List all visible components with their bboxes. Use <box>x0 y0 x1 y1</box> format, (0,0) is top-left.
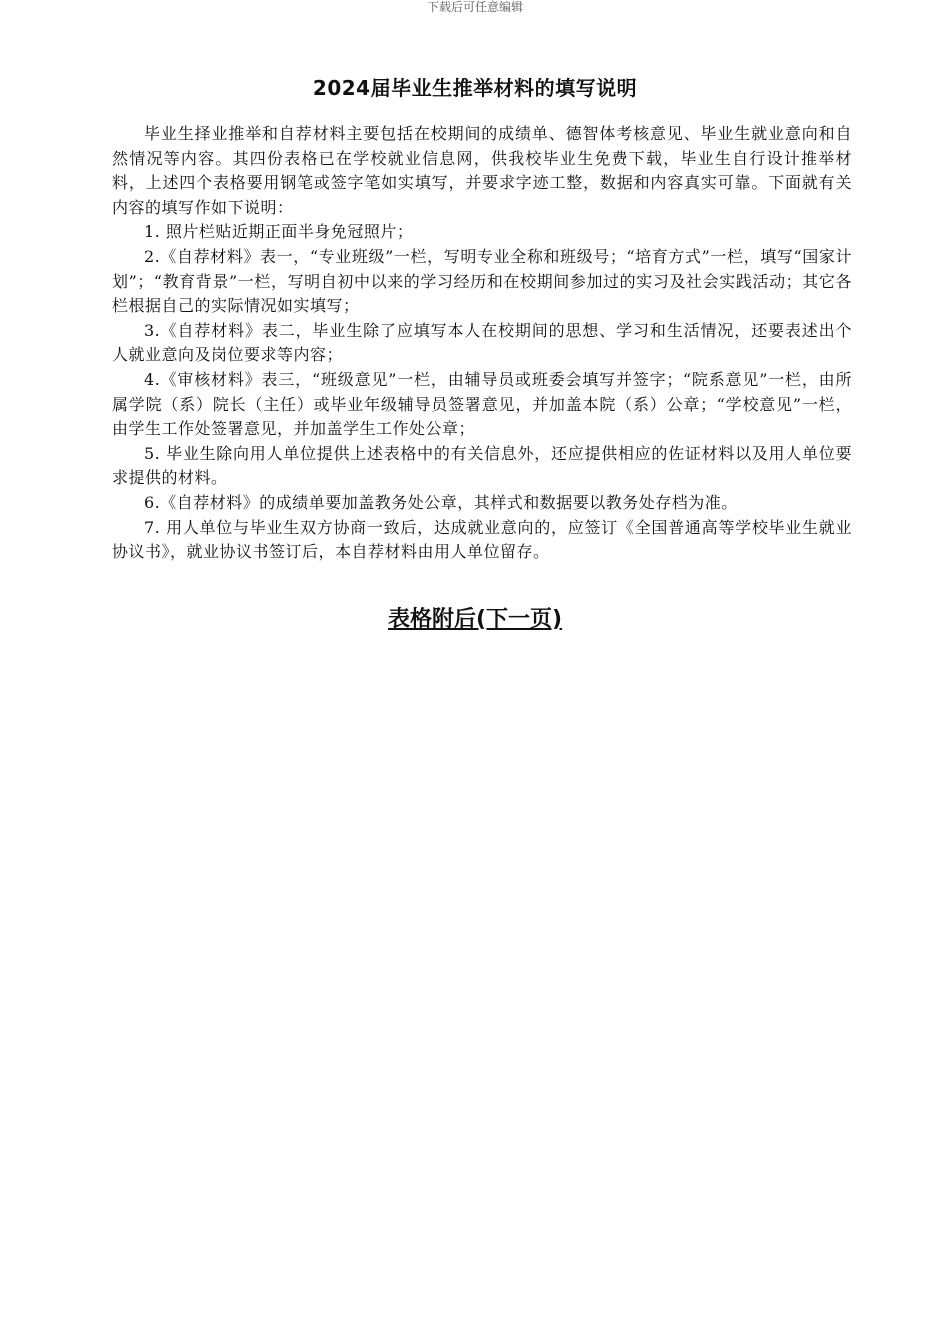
page-header-note: 下载后可任意编辑 <box>426 0 523 14</box>
instruction-item-5: 5. 毕业生除向用人单位提供上述表格中的有关信息外，还应提供相应的佐证材料以及用人单位要求提供的材料。 <box>112 443 852 488</box>
instruction-item-6: 6.《自荐材料》的成绩单要加盖教务处公章，其样式和数据要以教务处存档为准。 <box>144 492 738 512</box>
instruction-item-2: 2.《自荐材料》表一，“专业班级”一栏，写明专业全称和班级号；“培育方式”一栏，填写“国家计划”；“教育背景”一栏，写明自初中以来的学习经历和在校期间参加过的实习及社会实践活动；其它各栏根据自己的实际情况如实填写； <box>112 246 852 316</box>
document-body <box>112 122 852 565</box>
document-title: 2024届毕业生推举材料的填写说明 <box>312 76 638 100</box>
tables-follow-note: 表格附后(下一页) <box>387 607 563 632</box>
instruction-item-3: 3.《自荐材料》表二，毕业生除了应填写本人在校期间的思想、学习和生活情况，还要表述出个人就业意向及岗位要求等内容； <box>112 320 852 365</box>
instruction-item-7: 7. 用人单位与毕业生双方协商一致后，达成就业意向的，应签订《全国普通高等学校毕业生就业协议书》，就业协议书签订后，本自荐材料由用人单位留存。 <box>112 517 852 562</box>
instruction-item-4: 4.《审核材料》表三，“班级意见”一栏，由辅导员或班委会填写并签字；“院系意见”一栏，由所属学院（系）院长（主任）或毕业年级辅导员签署意见，并加盖本院（系）公章；“学校意见”一栏，由学生工作处签署意见，并加盖学生工作处公章； <box>112 369 852 439</box>
intro-paragraph: 毕业生择业推举和自荐材料主要包括在校期间的成绩单、德智体考核意见、毕业生就业意向和自然情况等内容。其四份表格已在学校就业信息网，供我校毕业生免费下载，毕业生自行设计推举材料，上述四个表格要用钢笔或签字笔如实填写，并要求字迹工整，数据和内容真实可靠。下面就有关内容的填写作如下说明： <box>112 124 852 217</box>
instruction-item-1: 1. 照片栏贴近期正面半身免冠照片； <box>144 222 414 242</box>
